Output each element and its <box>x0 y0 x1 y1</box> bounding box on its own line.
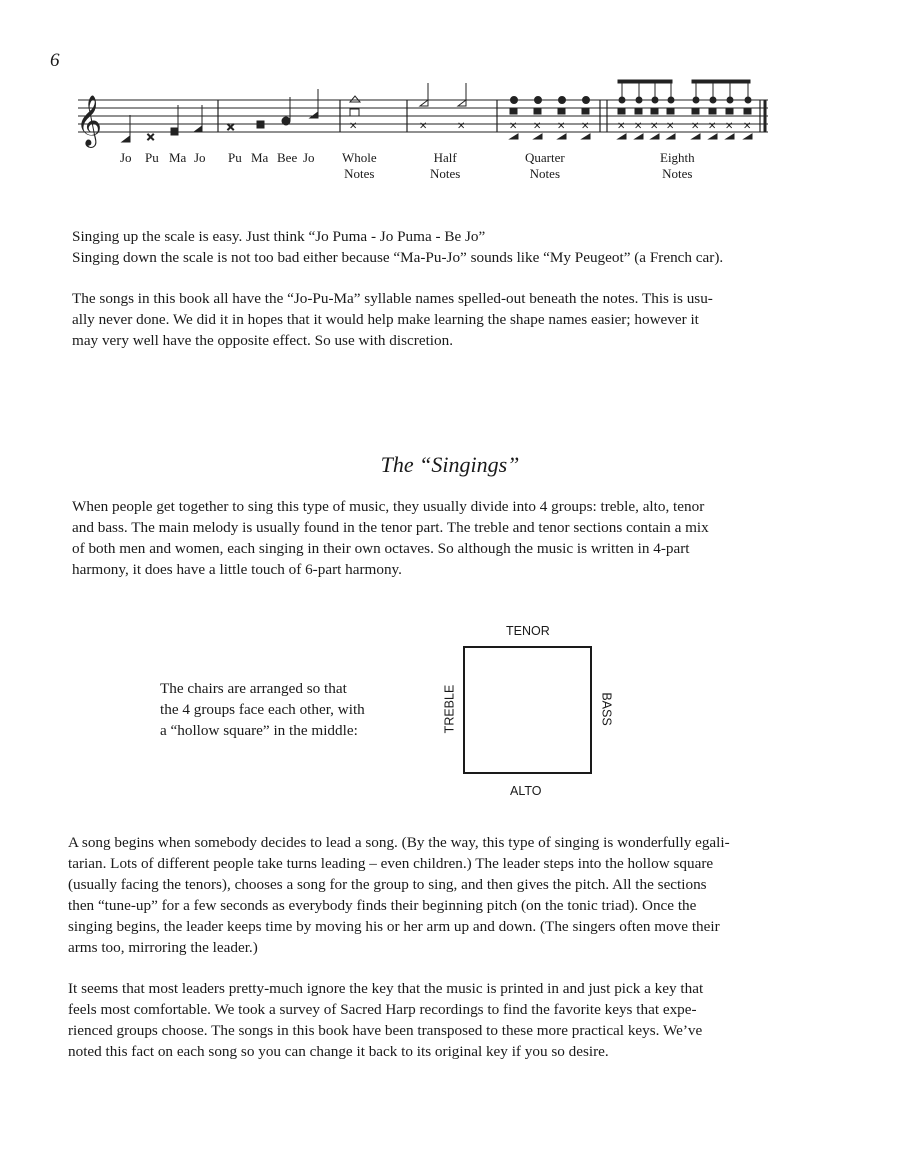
section-title: The “Singings” <box>380 452 520 477</box>
svg-text:✕: ✕ <box>725 121 734 132</box>
chairs-description <box>160 678 365 741</box>
svg-text:✕: ✕ <box>581 121 590 132</box>
text-line: When people get together to sing this type of music, they usually divide into 4 groups: treble, alto, tenor <box>72 498 705 515</box>
square-label-treble: TREBLE <box>442 684 457 734</box>
text-line: Singing down the scale is not too bad either because “Ma-Pu-Jo” sounds like “My Peugeot” (a French car). <box>72 249 724 266</box>
text-line: Singing up the scale is easy. Just think “Jo Puma - Jo Puma - Be Jo” <box>72 228 486 245</box>
svg-text:✕: ✕ <box>533 121 542 132</box>
note-type-line: Notes <box>344 166 375 181</box>
svg-text:✕: ✕ <box>617 121 626 132</box>
square-label-bass: BASS <box>599 692 614 726</box>
text-line: and bass. The main melody is usually found in the tenor part. The treble and tenor sections contain a mix <box>72 519 709 536</box>
svg-text:✕: ✕ <box>743 121 752 132</box>
square-label-tenor: TENOR <box>506 624 550 638</box>
note-type-line: Quarter <box>525 150 565 165</box>
syllable-label: Jo <box>194 150 206 165</box>
text-line: A song begins when somebody decides to lead a song. (By the way, this type of singing is wonderfully egali- <box>68 834 730 851</box>
svg-text:✕: ✕ <box>708 121 717 132</box>
note-type-line: Whole <box>342 150 377 165</box>
note-type-line: Notes <box>430 166 461 181</box>
note-type-label <box>660 150 695 182</box>
text-line: arms too, mirroring the leader.) <box>68 939 258 956</box>
eighth-notes <box>617 80 752 139</box>
text-line: noted this fact on each song so you can change it back to its original key if you so desire. <box>68 1043 609 1060</box>
treble-clef-icon: 𝄞 <box>76 95 103 146</box>
svg-text:✕: ✕ <box>650 121 659 132</box>
singings-paragraph-3 <box>68 978 703 1062</box>
svg-text:✕: ✕ <box>666 121 675 132</box>
note-type-line: Notes <box>529 166 561 181</box>
note-type-line: Notes <box>662 166 693 181</box>
note-type-line: Eighth <box>660 150 695 165</box>
text-line: (usually facing the tenors), chooses a song for the group to sing, and then gives the pitch. All the sections <box>68 876 707 893</box>
syllable-label: Ma <box>169 150 187 165</box>
svg-text:✕: ✕ <box>557 121 566 132</box>
syllable-label: Jo <box>303 150 315 165</box>
svg-text:✕: ✕ <box>226 122 236 134</box>
text-line: of both men and women, each singing in their own octaves. So although the music is written in 4-part <box>72 540 690 557</box>
text-line: the 4 groups face each other, with <box>160 701 365 718</box>
singings-paragraph-1 <box>72 496 709 580</box>
quarter-notes <box>509 97 590 140</box>
text-line: The songs in this book all have the “Jo-Pu-Ma” syllable names spelled-out beneath the notes. This is usu- <box>72 290 713 307</box>
note-type-label <box>430 150 460 182</box>
pu-note: ✕ <box>146 132 156 144</box>
text-line: harmony, it does have a little touch of 6-part harmony. <box>72 561 402 578</box>
text-line: may very well have the opposite effect. So use with discretion. <box>72 332 453 349</box>
whole-notes <box>349 96 360 132</box>
syllable-label: Bee <box>277 150 298 165</box>
note-type-label <box>525 150 565 182</box>
svg-text:✕: ✕ <box>349 121 358 132</box>
text-line: rienced groups choose. The songs in this book have been transposed to these more practical keys. We’ve <box>68 1022 703 1039</box>
shape-note-staff <box>70 75 770 190</box>
svg-text:✕: ✕ <box>509 121 518 132</box>
svg-text:✕: ✕ <box>691 121 700 132</box>
intro-paragraph-1 <box>72 226 723 268</box>
note-type-line: Half <box>433 150 457 165</box>
square-label-alto: ALTO <box>510 784 542 798</box>
syllable-label: Ma <box>251 150 269 165</box>
note-type-label <box>342 150 377 182</box>
text-line: a “hollow square” in the middle: <box>160 722 358 739</box>
page-number: 6 <box>50 50 60 71</box>
text-line: It seems that most leaders pretty-much ignore the key that the music is printed in and just pick a key that <box>68 980 704 997</box>
text-line: singing begins, the leader keeps time by moving his or her arm up and down. (The singers often move their <box>68 918 720 935</box>
text-line: ally never done. We did it in hopes that it would help make learning the shape names easier; however it <box>72 311 699 328</box>
text-line: then “tune-up” for a few seconds as everybody finds their beginning pitch (on the tonic triad). Once the <box>68 897 697 914</box>
text-line: tarian. Lots of different people take turns leading – even children.) The leader steps into the hollow square <box>68 855 714 872</box>
svg-text:✕: ✕ <box>634 121 643 132</box>
syllable-label: Pu <box>145 150 159 165</box>
svg-text:✕: ✕ <box>419 121 428 132</box>
singings-paragraph-2 <box>68 832 730 958</box>
hollow-square-diagram <box>463 646 592 774</box>
svg-text:✕: ✕ <box>457 121 466 132</box>
text-line: The chairs are arranged so that <box>160 680 347 697</box>
intro-paragraph-2 <box>72 288 713 351</box>
syllable-label: Jo <box>120 150 132 165</box>
syllable-label: Pu <box>228 150 242 165</box>
text-line: feels most comfortable. We took a survey of Sacred Harp recordings to find the favorite keys that expe- <box>68 1001 697 1018</box>
